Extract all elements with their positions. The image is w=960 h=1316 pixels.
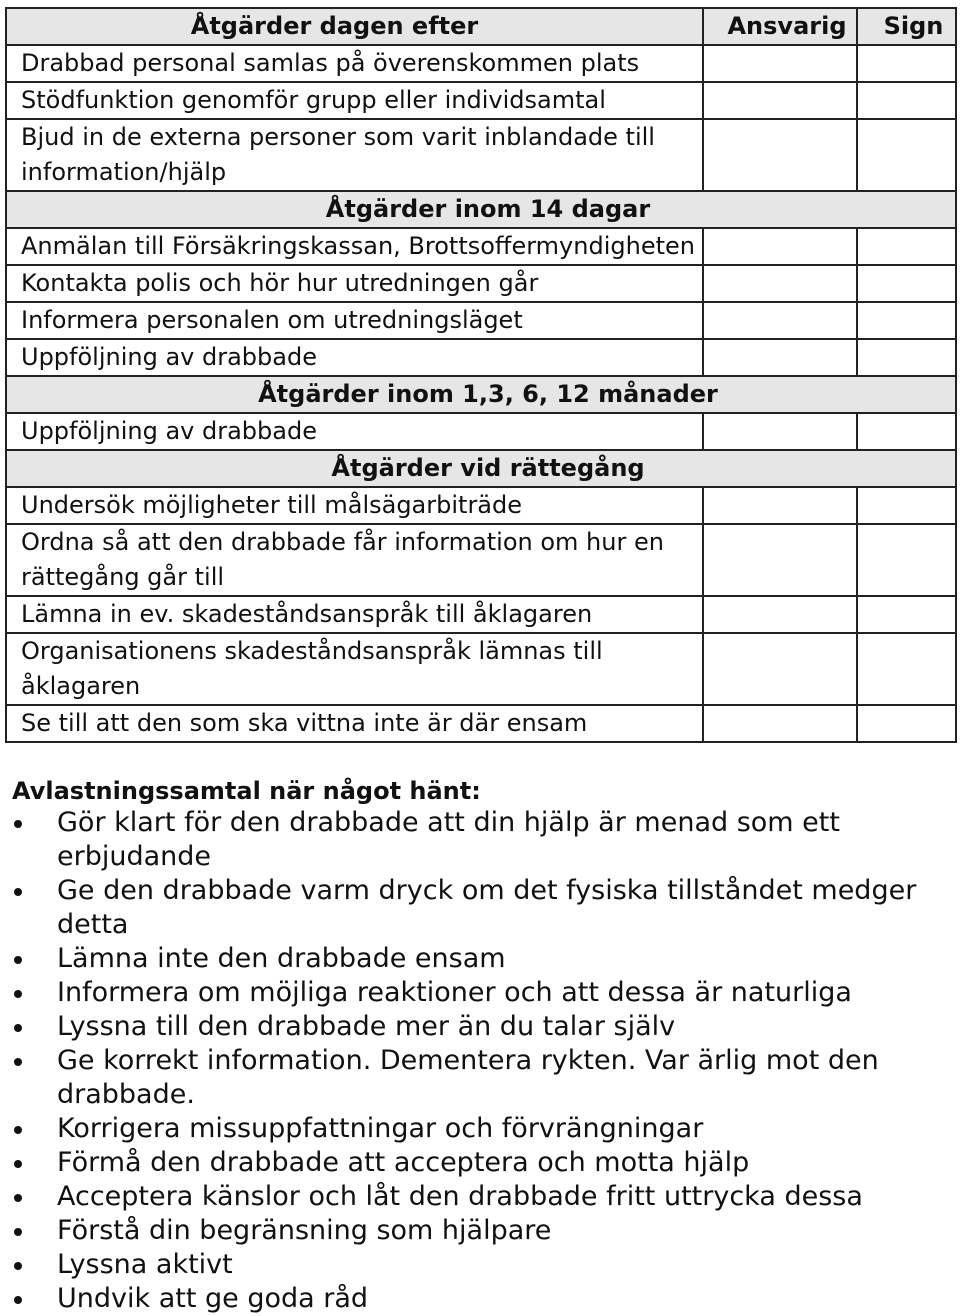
table-row — [6, 228, 956, 265]
action-text: Drabbad personal samlas på överenskommen plats — [6, 45, 703, 82]
sign-cell[interactable] — [857, 596, 956, 633]
bullet-icon — [14, 1126, 22, 1134]
table-row — [6, 339, 956, 376]
list-item — [0, 1248, 960, 1282]
sign-cell[interactable] — [857, 633, 956, 705]
action-checklist-table — [5, 7, 957, 743]
bullet-icon — [14, 1262, 22, 1270]
day-after-heading: Åtgärder dagen efter — [6, 8, 703, 45]
list-item-text: Informera om möjliga reaktioner och att dessa är naturliga — [57, 977, 852, 1008]
bullet-icon — [14, 1194, 22, 1202]
section-header-row — [6, 376, 956, 413]
bullet-icon — [14, 1058, 22, 1066]
responsible-cell[interactable] — [703, 596, 857, 633]
trial-heading: Åtgärder vid rättegång — [6, 450, 956, 487]
sign-cell[interactable] — [857, 413, 956, 450]
action-text: Se till att den som ska vittna inte är där ensam — [6, 705, 703, 742]
table-row — [6, 487, 956, 524]
action-text: Bjud in de externa personer som varit inblandade till information/hjälp — [6, 119, 703, 191]
list-item — [0, 1214, 960, 1248]
sign-cell[interactable] — [857, 302, 956, 339]
list-item — [0, 1010, 960, 1044]
action-text: Anmälan till Försäkringskassan, Brottsoffermyndigheten — [6, 228, 703, 265]
sign-cell[interactable] — [857, 265, 956, 302]
bullet-icon — [14, 1024, 22, 1032]
list-item — [0, 942, 960, 976]
action-text: Lämna in ev. skadeståndsanspråk till åklagaren — [6, 596, 703, 633]
list-item-text: Undvik att ge goda råd — [57, 1283, 369, 1314]
bullet-icon — [14, 990, 22, 998]
responsible-cell[interactable] — [703, 487, 857, 524]
table-row — [6, 302, 956, 339]
list-item — [0, 1282, 960, 1316]
list-item-text: Ge korrekt information. Dementera rykten. Var ärlig mot den drabbade. — [57, 1045, 879, 1110]
table-row — [6, 82, 956, 119]
table-row — [6, 596, 956, 633]
table-row — [6, 265, 956, 302]
relief-conversation-section — [0, 776, 960, 1316]
sign-cell[interactable] — [857, 705, 956, 742]
responsible-cell[interactable] — [703, 82, 857, 119]
responsible-cell[interactable] — [703, 705, 857, 742]
table-header-row — [6, 8, 956, 45]
table-row — [6, 705, 956, 742]
responsible-cell[interactable] — [703, 119, 857, 191]
action-text: Organisationens skadeståndsanspråk lämnas till åklagaren — [6, 633, 703, 705]
list-item — [0, 1044, 960, 1112]
responsible-cell[interactable] — [703, 228, 857, 265]
responsible-cell[interactable] — [703, 339, 857, 376]
list-item-text: Lyssna till den drabbade mer än du talar själv — [57, 1011, 676, 1042]
bullet-icon — [14, 888, 22, 896]
bullet-icon — [14, 1228, 22, 1236]
table-row — [6, 119, 956, 191]
table-row — [6, 633, 956, 705]
table-row — [6, 524, 956, 596]
sign-cell[interactable] — [857, 82, 956, 119]
sign-cell[interactable] — [857, 228, 956, 265]
bullet-icon — [14, 956, 22, 964]
table-row — [6, 45, 956, 82]
action-text: Informera personalen om utredningsläget — [6, 302, 703, 339]
responsible-cell[interactable] — [703, 413, 857, 450]
within-months-heading: Åtgärder inom 1,3, 6, 12 månader — [6, 376, 956, 413]
sign-cell[interactable] — [857, 524, 956, 596]
bullet-icon — [14, 1160, 22, 1168]
list-item — [0, 1112, 960, 1146]
list-item-text: Korrigera missuppfattningar och förvrängningar — [57, 1113, 704, 1144]
table-row — [6, 413, 956, 450]
responsible-cell[interactable] — [703, 45, 857, 82]
list-item-text: Gör klart för den drabbade att din hjälp är menad som ett erbjudande — [57, 807, 840, 872]
relief-advice-list — [0, 806, 960, 1316]
sign-cell[interactable] — [857, 339, 956, 376]
action-text: Undersök möjligheter till målsägarbiträde — [6, 487, 703, 524]
sign-cell[interactable] — [857, 45, 956, 82]
list-item-text: Lyssna aktivt — [57, 1249, 233, 1280]
responsible-cell[interactable] — [703, 524, 857, 596]
action-text: Uppföljning av drabbade — [6, 413, 703, 450]
list-item-text: Acceptera känslor och låt den drabbade fritt uttrycka dessa — [57, 1181, 863, 1212]
sign-column-header: Sign — [857, 8, 956, 45]
list-item — [0, 1146, 960, 1180]
list-item — [0, 874, 960, 942]
responsible-cell[interactable] — [703, 633, 857, 705]
responsible-cell[interactable] — [703, 302, 857, 339]
list-item — [0, 1180, 960, 1214]
list-item — [0, 806, 960, 874]
action-text: Kontakta polis och hör hur utredningen går — [6, 265, 703, 302]
within-14-days-heading: Åtgärder inom 14 dagar — [6, 191, 956, 228]
sign-cell[interactable] — [857, 487, 956, 524]
list-item-text: Förmå den drabbade att acceptera och motta hjälp — [57, 1147, 750, 1178]
action-text: Stödfunktion genomför grupp eller individsamtal — [6, 82, 703, 119]
list-item-text: Lämna inte den drabbade ensam — [57, 943, 506, 974]
action-text: Uppföljning av drabbade — [6, 339, 703, 376]
relief-conversation-heading: Avlastningssamtal när något hänt: — [12, 777, 481, 805]
list-item — [0, 976, 960, 1010]
section-header-row — [6, 450, 956, 487]
bullet-icon — [14, 820, 22, 828]
list-item-text: Ge den drabbade varm dryck om det fysiska tillståndet medger detta — [57, 875, 917, 940]
bullet-icon — [14, 1296, 22, 1304]
responsible-column-header: Ansvarig — [703, 8, 857, 45]
sign-cell[interactable] — [857, 119, 956, 191]
responsible-cell[interactable] — [703, 265, 857, 302]
section-header-row — [6, 191, 956, 228]
list-item-text: Förstå din begränsning som hjälpare — [57, 1215, 552, 1246]
action-text: Ordna så att den drabbade får information om hur en rättegång går till — [6, 524, 703, 596]
